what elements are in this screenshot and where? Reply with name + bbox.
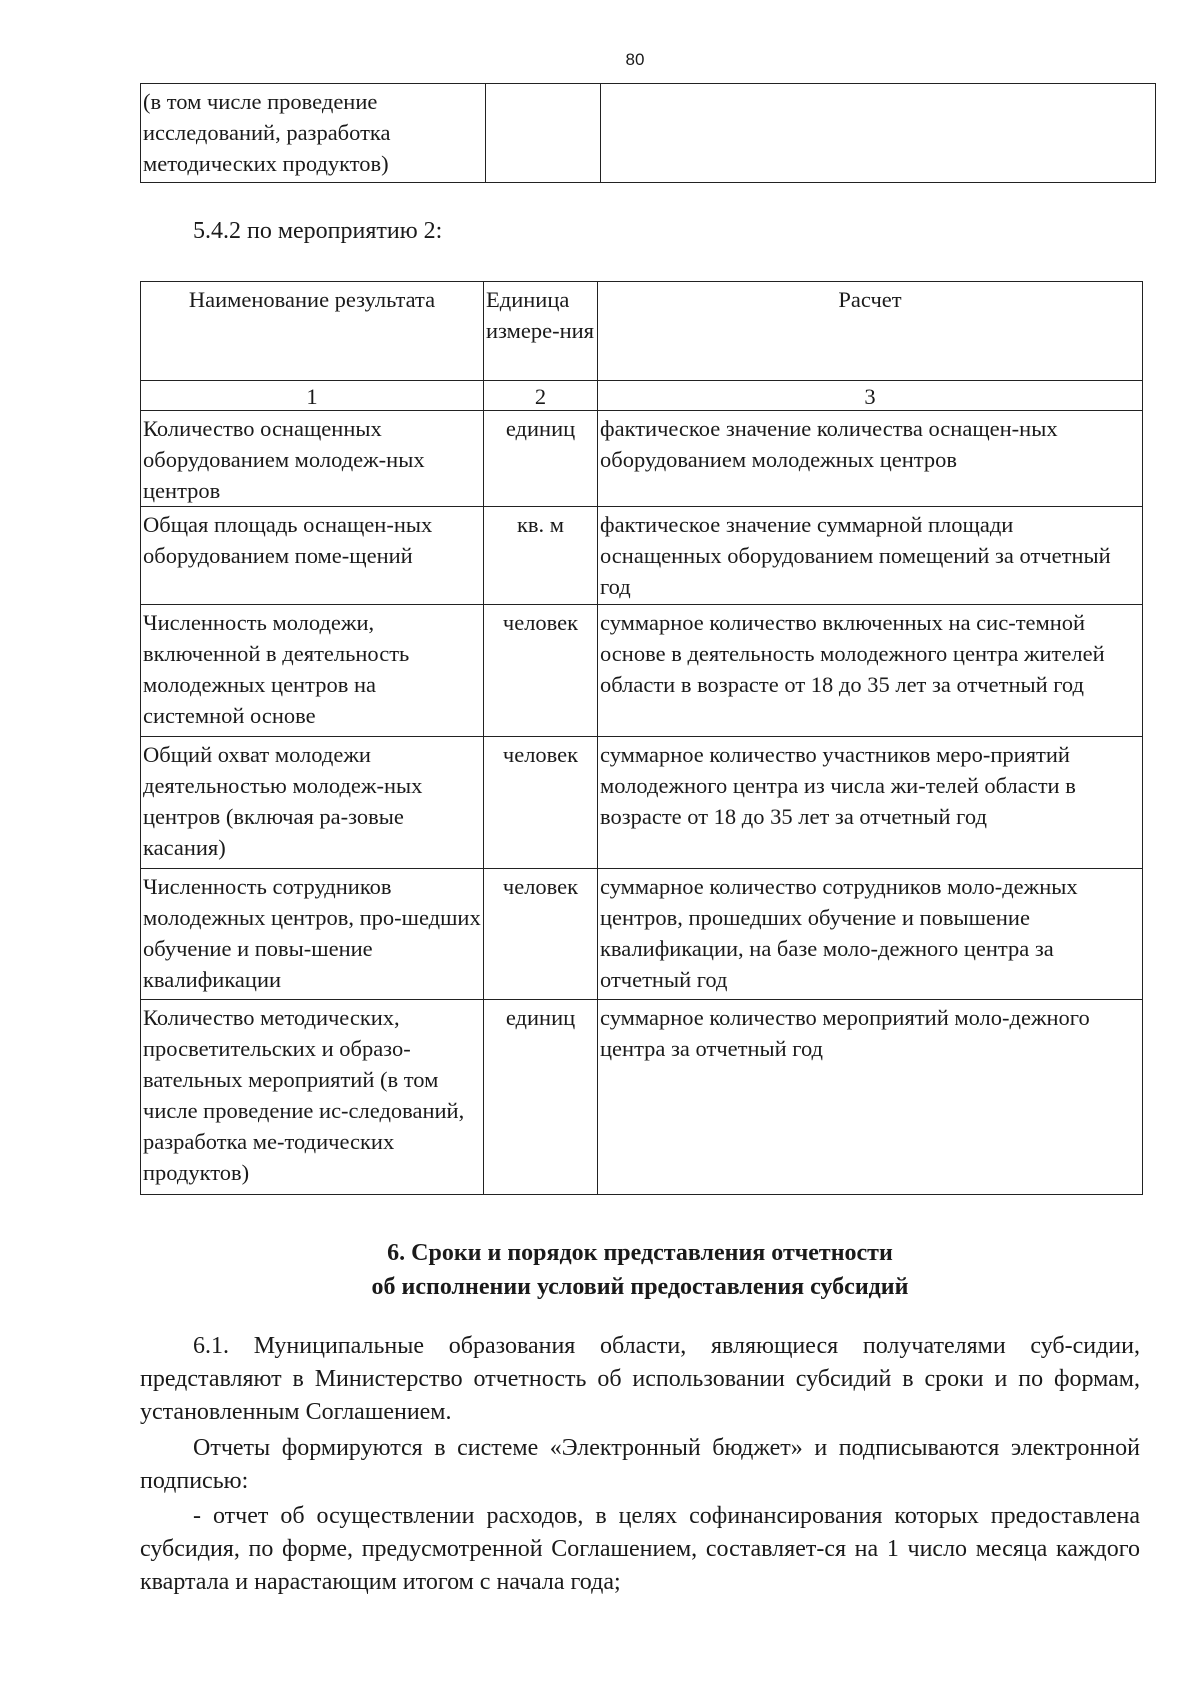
paragraph-6-1: 6.1. Муниципальные образования области, являющиеся получателями суб-сидии, представляют в Министерство отчетность об использовании субсидий в сроки и по формам, установленным Соглашением. <box>140 1333 1140 1425</box>
result-name-cell: (в том числе проведение исследований, разработка методических продуктов) <box>141 84 486 183</box>
unit-cell: единиц <box>484 411 598 507</box>
section-heading-line: об исполнении условий предоставления субсидий <box>371 1274 909 1300</box>
table-row <box>141 84 1156 183</box>
table-row <box>141 411 1143 507</box>
result-name-cell: Численность молодежи, включенной в деятельность молодежных центров на системной основе <box>141 605 484 737</box>
unit-cell: человек <box>484 737 598 869</box>
unit-cell: единиц <box>484 1000 598 1195</box>
column-number-row <box>141 381 1143 411</box>
result-name-cell: Общий охват молодежи деятельностью молодеж-ных центров (включая ра-зовые касания) <box>141 737 484 869</box>
unit-cell: человек <box>484 869 598 1000</box>
continued-results-table <box>140 83 1156 183</box>
unit-cell: кв. м <box>484 507 598 605</box>
table-row <box>141 605 1143 737</box>
paragraph-reports: Отчеты формируются в системе «Электронный бюджет» и подписываются электронной подписью: <box>140 1435 1140 1494</box>
unit-cell: человек <box>484 605 598 737</box>
calculation-cell: фактическое значение суммарной площади оснащенных оборудованием помещений за отчетный год <box>598 507 1143 605</box>
calculation-cell: суммарное количество мероприятий моло-дежного центра за отчетный год <box>598 1000 1143 1195</box>
calculation-cell <box>601 84 1156 183</box>
table-row <box>141 737 1143 869</box>
page-number: 80 <box>625 50 645 69</box>
subsection-title: 5.4.2 по мероприятию 2: <box>193 218 443 244</box>
column-number: 3 <box>598 381 1143 411</box>
calculation-cell: суммарное количество включенных на сис-темной основе в деятельность молодежного центра жителей области в возрасте от 18 до 35 лет за отчетный год <box>598 605 1143 737</box>
result-name-cell: Количество методических, просветительских и образо-вательных мероприятий (в том числе проведение ис-следований, разработка ме-тодических продуктов) <box>141 1000 484 1195</box>
table-row <box>141 1000 1143 1195</box>
table-row <box>141 507 1143 605</box>
section-heading-line: 6. Сроки и порядок представления отчетности <box>387 1240 893 1266</box>
column-number: 1 <box>141 381 484 411</box>
calculation-cell: фактическое значение количества оснащен-ных оборудованием молодежных центров <box>598 411 1143 507</box>
header-unit: Единица измере-ния <box>484 282 598 381</box>
result-name-cell: Количество оснащенных оборудованием молодеж-ных центров <box>141 411 484 507</box>
event-2-results-table <box>140 281 1143 1195</box>
header-calculation: Расчет <box>598 282 1143 381</box>
header-result-name: Наименование результата <box>141 282 484 381</box>
table-header-row <box>141 282 1143 381</box>
section-heading <box>140 1236 1140 1304</box>
result-name-cell: Численность сотрудников молодежных центров, про-шедших обучение и повы-шение квалификации <box>141 869 484 1000</box>
column-number: 2 <box>484 381 598 411</box>
calculation-cell: суммарное количество участников меро-приятий молодежного центра из числа жи-телей области в возрасте от 18 до 35 лет за отчетный год <box>598 737 1143 869</box>
unit-cell <box>486 84 601 183</box>
table-row <box>141 869 1143 1000</box>
calculation-cell: суммарное количество сотрудников моло-дежных центров, прошедших обучение и повышение квалификации, на базе моло-дежного центра за отчетный год <box>598 869 1143 1000</box>
result-name-cell: Общая площадь оснащен-ных оборудованием поме-щений <box>141 507 484 605</box>
paragraph-expense-report: - отчет об осуществлении расходов, в целях софинансирования которых предоставлена субсидия, по форме, предусмотренной Соглашением, составляет-ся на 1 число месяца каждого квартала и нарастающим итогом с начала года; <box>140 1503 1140 1595</box>
